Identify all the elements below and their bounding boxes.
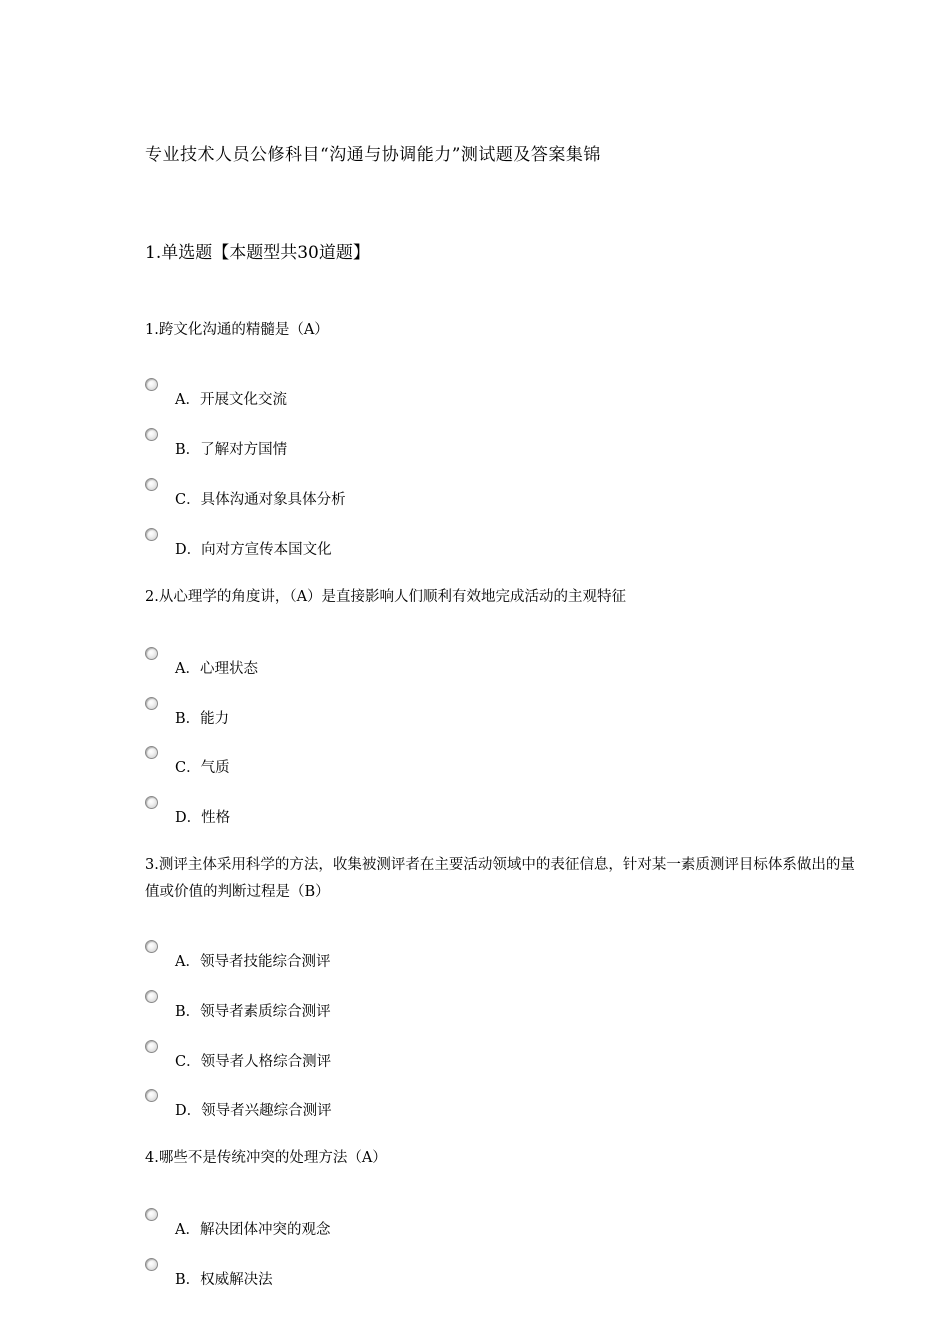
option-q3-b[interactable] — [145, 990, 645, 1020]
radio-button-icon[interactable] — [145, 378, 158, 391]
option-q1-a[interactable] — [145, 378, 645, 408]
radio-button-icon[interactable] — [145, 647, 158, 660]
radio-button-icon[interactable] — [145, 478, 158, 491]
option-label: C．具体沟通对象具体分析 — [175, 492, 346, 508]
radio-button-icon[interactable] — [145, 1258, 158, 1271]
option-q3-a[interactable] — [145, 940, 645, 970]
option-label: D．领导者兴趣综合测评 — [175, 1103, 332, 1119]
radio-button-icon[interactable] — [145, 940, 158, 953]
option-label: C．领导者人格综合测评 — [175, 1054, 332, 1070]
document-title: 专业技术人员公修科目“沟通与协调能力”测试题及答案集锦 — [145, 145, 601, 165]
option-q1-b[interactable] — [145, 428, 645, 458]
radio-button-icon[interactable] — [145, 746, 158, 759]
radio-button-icon[interactable] — [145, 428, 158, 441]
option-label: A．领导者技能综合测评 — [175, 954, 331, 970]
question-3: 3.测评主体采用科学的方法，收集被测评者在主要活动领域中的表征信息，针对某一素质测评目标体系做出的量值或价值的判断过程是（B） — [145, 857, 855, 900]
option-q1-c[interactable] — [145, 478, 645, 508]
radio-button-icon[interactable] — [145, 1208, 158, 1221]
option-q3-c[interactable] — [145, 1040, 645, 1070]
option-q2-d[interactable] — [145, 796, 645, 826]
option-label: B．领导者素质综合测评 — [175, 1004, 331, 1020]
radio-button-icon[interactable] — [145, 990, 158, 1003]
option-q3-d[interactable] — [145, 1089, 645, 1119]
option-label: D．向对方宣传本国文化 — [175, 542, 332, 558]
radio-button-icon[interactable] — [145, 796, 158, 809]
option-label: B．权威解决法 — [175, 1272, 273, 1288]
section-heading: 1.单选题【本题型共30道题】 — [145, 243, 370, 263]
radio-button-icon[interactable] — [145, 1089, 158, 1102]
option-q4-b[interactable] — [145, 1258, 645, 1288]
option-label: B．能力 — [175, 711, 230, 727]
question-1: 1.跨文化沟通的精髓是（A） — [145, 322, 329, 338]
option-q2-b[interactable] — [145, 697, 645, 727]
question-4: 4.哪些不是传统冲突的处理方法（A） — [145, 1150, 387, 1166]
option-label: A．开展文化交流 — [175, 392, 287, 408]
radio-button-icon[interactable] — [145, 1040, 158, 1053]
option-label: C．气质 — [175, 760, 230, 776]
option-q1-d[interactable] — [145, 528, 645, 558]
option-q4-a[interactable] — [145, 1208, 645, 1238]
option-label: A．心理状态 — [175, 661, 258, 677]
option-q2-c[interactable] — [145, 746, 645, 776]
option-label: D．性格 — [175, 810, 231, 826]
radio-button-icon[interactable] — [145, 697, 158, 710]
option-label: A．解决团体冲突的观念 — [175, 1222, 331, 1238]
question-2: 2.从心理学的角度讲，（A）是直接影响人们顺利有效地完成活动的主观特征 — [145, 589, 627, 605]
option-label: B．了解对方国情 — [175, 442, 288, 458]
option-q2-a[interactable] — [145, 647, 645, 677]
radio-button-icon[interactable] — [145, 528, 158, 541]
